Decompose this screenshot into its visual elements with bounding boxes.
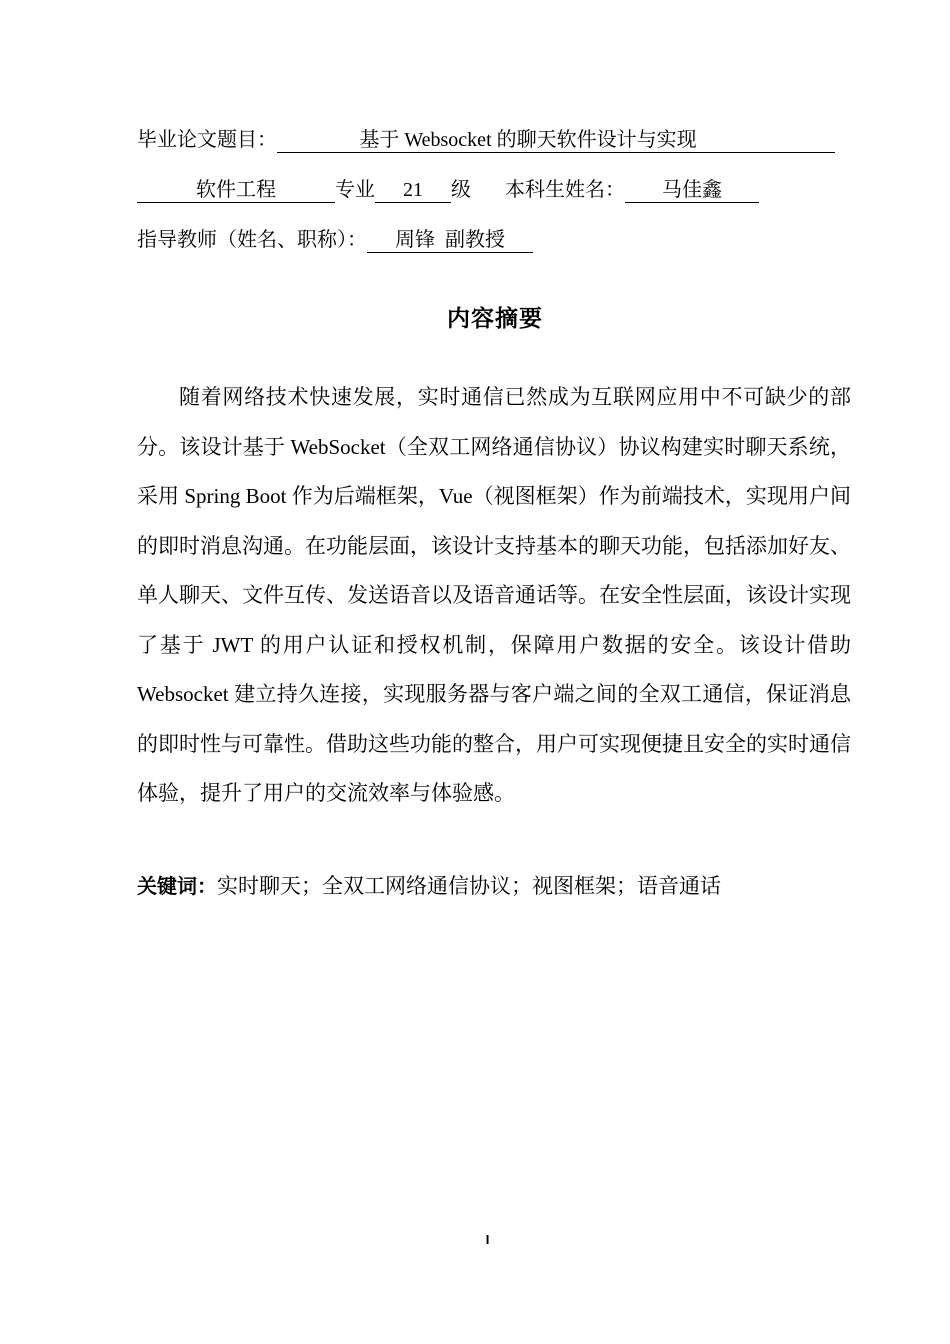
advisor-line (137, 228, 533, 253)
page-number: I (485, 1232, 490, 1247)
student-name-value: 马佳鑫 (625, 179, 759, 203)
abstract-body (137, 373, 851, 819)
major-value: 软件工程 (137, 179, 335, 203)
keywords-label: 关键词： (137, 874, 217, 898)
abstract-paragraph: 随着网络技术快速发展，实时通信已然成为互联网应用中不可缺少的部分。该设计基于 WebSocket（全双工网络通信协议）协议构建实时聊天系统，采用 Spring Boot 作为后端框架，Vue（视图框架）作为前端技术，实现用户间的即时消息沟通。在功能层面，该设计支持基本的聊天功能，包括添加好友、单人聊天、文件互传、发送语音以及语音通话等。在安全性层面，该设计实现了基于 JWT 的用户认证和授权机制，保障用户数据的安全。该设计借助 Websocket 建立持久连接，实现服务器与客户端之间的全双工通信，保证消息的即时性与可靠性。借助这些功能的整合，用户可实现便捷且安全的实时通信体验，提升了用户的交流效率与体验感。 (137, 385, 851, 805)
abstract-heading: 内容摘要 (447, 306, 543, 332)
major-label: 专业 (335, 179, 375, 201)
thesis-title-value: 基于 Websocket 的聊天软件设计与实现 (277, 129, 835, 153)
grade-value: 21 (375, 179, 451, 203)
student-name-label: 本科生姓名： (505, 179, 625, 201)
keywords-value: 实时聊天；全双工网络通信协议；视图框架；语音通话 (217, 874, 721, 898)
student-info-line (137, 178, 759, 203)
advisor-value: 周锋 副教授 (367, 229, 533, 253)
keywords-line (137, 873, 721, 899)
thesis-title-line (137, 128, 835, 153)
thesis-title-label: 毕业论文题目： (137, 129, 277, 151)
grade-label: 级 (451, 179, 471, 201)
advisor-label: 指导教师（姓名、职称）： (137, 229, 367, 251)
